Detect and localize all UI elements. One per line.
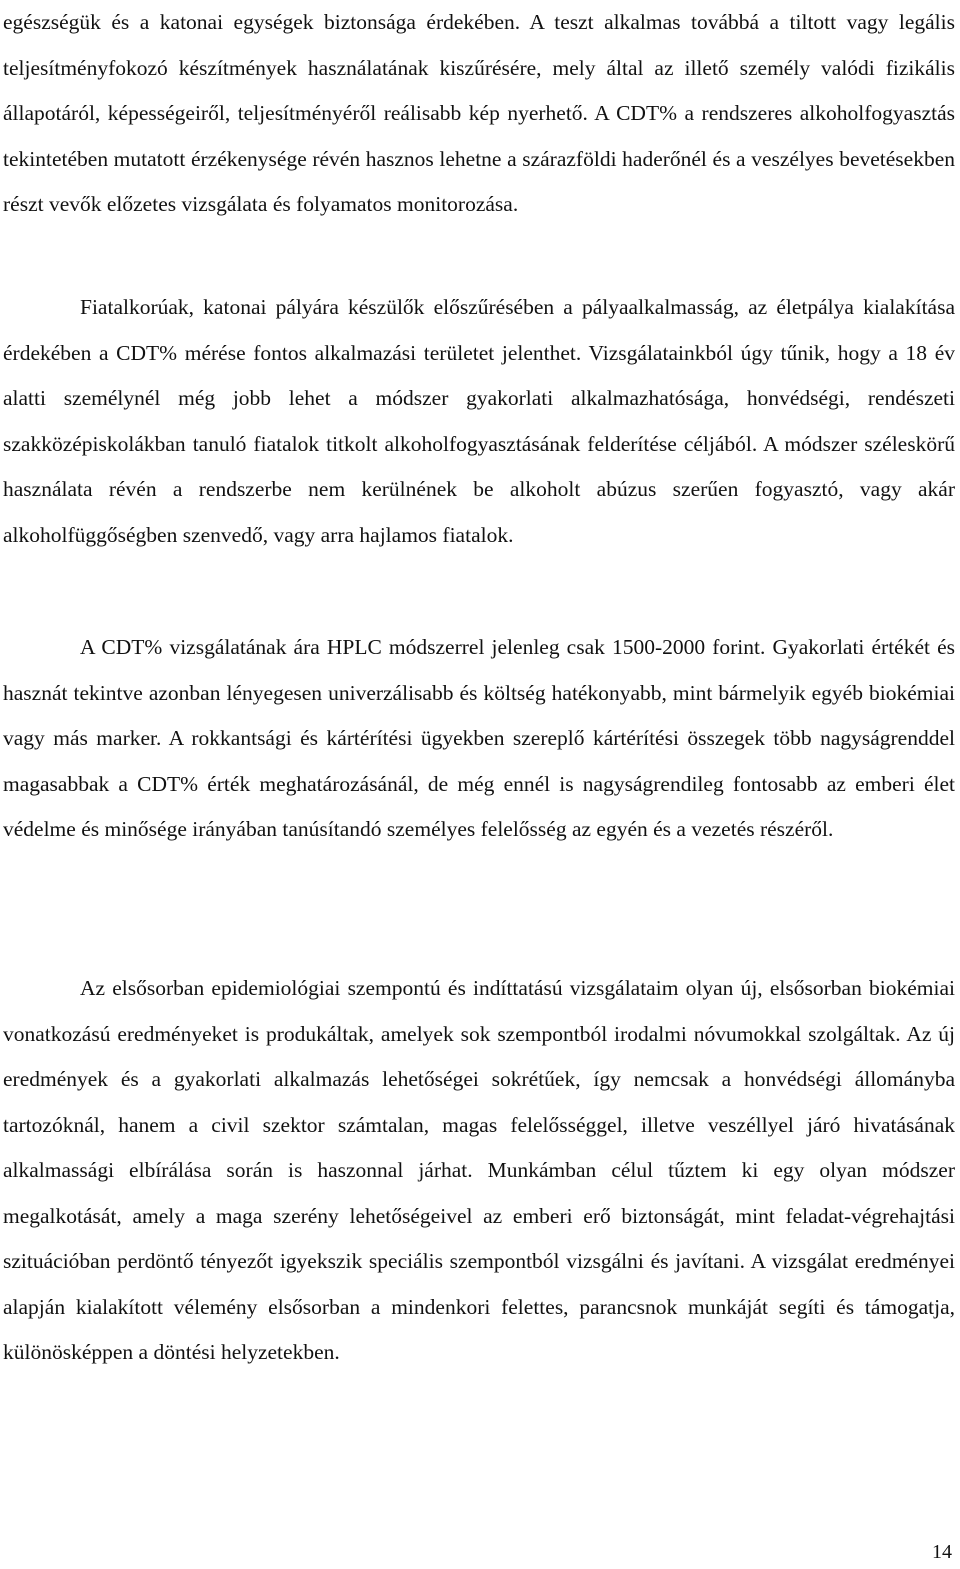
- paragraph-1: egészségük és a katonai egységek biztonsága érdekében. A teszt alkalmas továbbá a tiltott vagy legális teljesítményfokozó készítmények használatának kiszűrésére, mely által az illető személy valódi fizikális állapotáról, képességeiről, teljesítményéről reálisabb kép nyerhető. A CDT% a rendszeres alkoholfogyasztás tekintetében mutatott érzékenysége révén hasznos lehetne a szárazföldi haderőnél és a veszélyes bevetésekben részt vevők előzetes vizsgálata és folyamatos monitorozása.: [3, 10, 955, 216]
- page-number: 14: [932, 1541, 952, 1563]
- paragraph-4: Az elsősorban epidemiológiai szempontú és indíttatású vizsgálataim olyan új, elsősorban biokémiai vonatkozású eredményeket is produkáltak, amelyek sok szempontból irodalmi nóvumokkal szolgáltak. Az új eredmények és a gyakorlati alkalmazás lehetőségei sokrétűek, így nemcsak a honvédségi állományba tartozóknál, hanem a civil szektor számtalan, magas felelősséggel, illetve veszéllyel járó hivatásának alkalmassági elbírálása során is haszonnal járhat. Munkámban célul tűztem ki egy olyan módszer megalkotását, amely a maga szerény lehetőségeivel az emberi erő biztonságát, mint feladat-végrehajtási szituációban perdöntő tényezőt igyekszik speciális szempontból vizsgálni és javítani. A vizsgálat eredményei alapján kialakított vélemény elsősorban a mindenkori felettes, parancsnok munkáját segíti és támogatja, különösképpen a döntési helyzetekben.: [3, 976, 955, 1364]
- text-block-2: [3, 285, 955, 558]
- text-block-1: [3, 0, 955, 228]
- paragraph-3: A CDT% vizsgálatának ára HPLC módszerrel jelenleg csak 1500-2000 forint. Gyakorlati értékét és hasznát tekintve azonban lényegesen univerzálisabb és költség hatékonyabb, mint bármelyik egyéb biokémiai vagy más marker. A rokkantsági és kártérítési ügyekben szereplő kártérítési összegek több nagyságrenddel magasabbak a CDT% érték meghatározásánál, de még ennél is nagyságrendileg fontosabb az emberi élet védelme és minősége irányában tanúsítandó személyes felelősség az egyén és a vezetés részéről.: [3, 635, 955, 841]
- text-block-4: [3, 966, 955, 1376]
- paragraph-2: Fiatalkorúak, katonai pályára készülők előszűrésében a pályaalkalmasság, az életpálya kialakítása érdekében a CDT% mérése fontos alkalmazási területet jelenthet. Vizsgálatainkból úgy tűnik, hogy a 18 év alatti személynél még jobb lehet a módszer gyakorlati alkalmazhatósága, honvédségi, rendészeti szakközépiskolákban tanuló fiatalok titkolt alkoholfogyasztásának felderítése céljából. A módszer széleskörű használata révén a rendszerbe nem kerülnének be alkoholt abúzus szerűen fogyasztó, vagy akár alkoholfüggőségben szenvedő, vagy arra hajlamos fiatalok.: [3, 295, 955, 547]
- text-block-3: [3, 625, 955, 853]
